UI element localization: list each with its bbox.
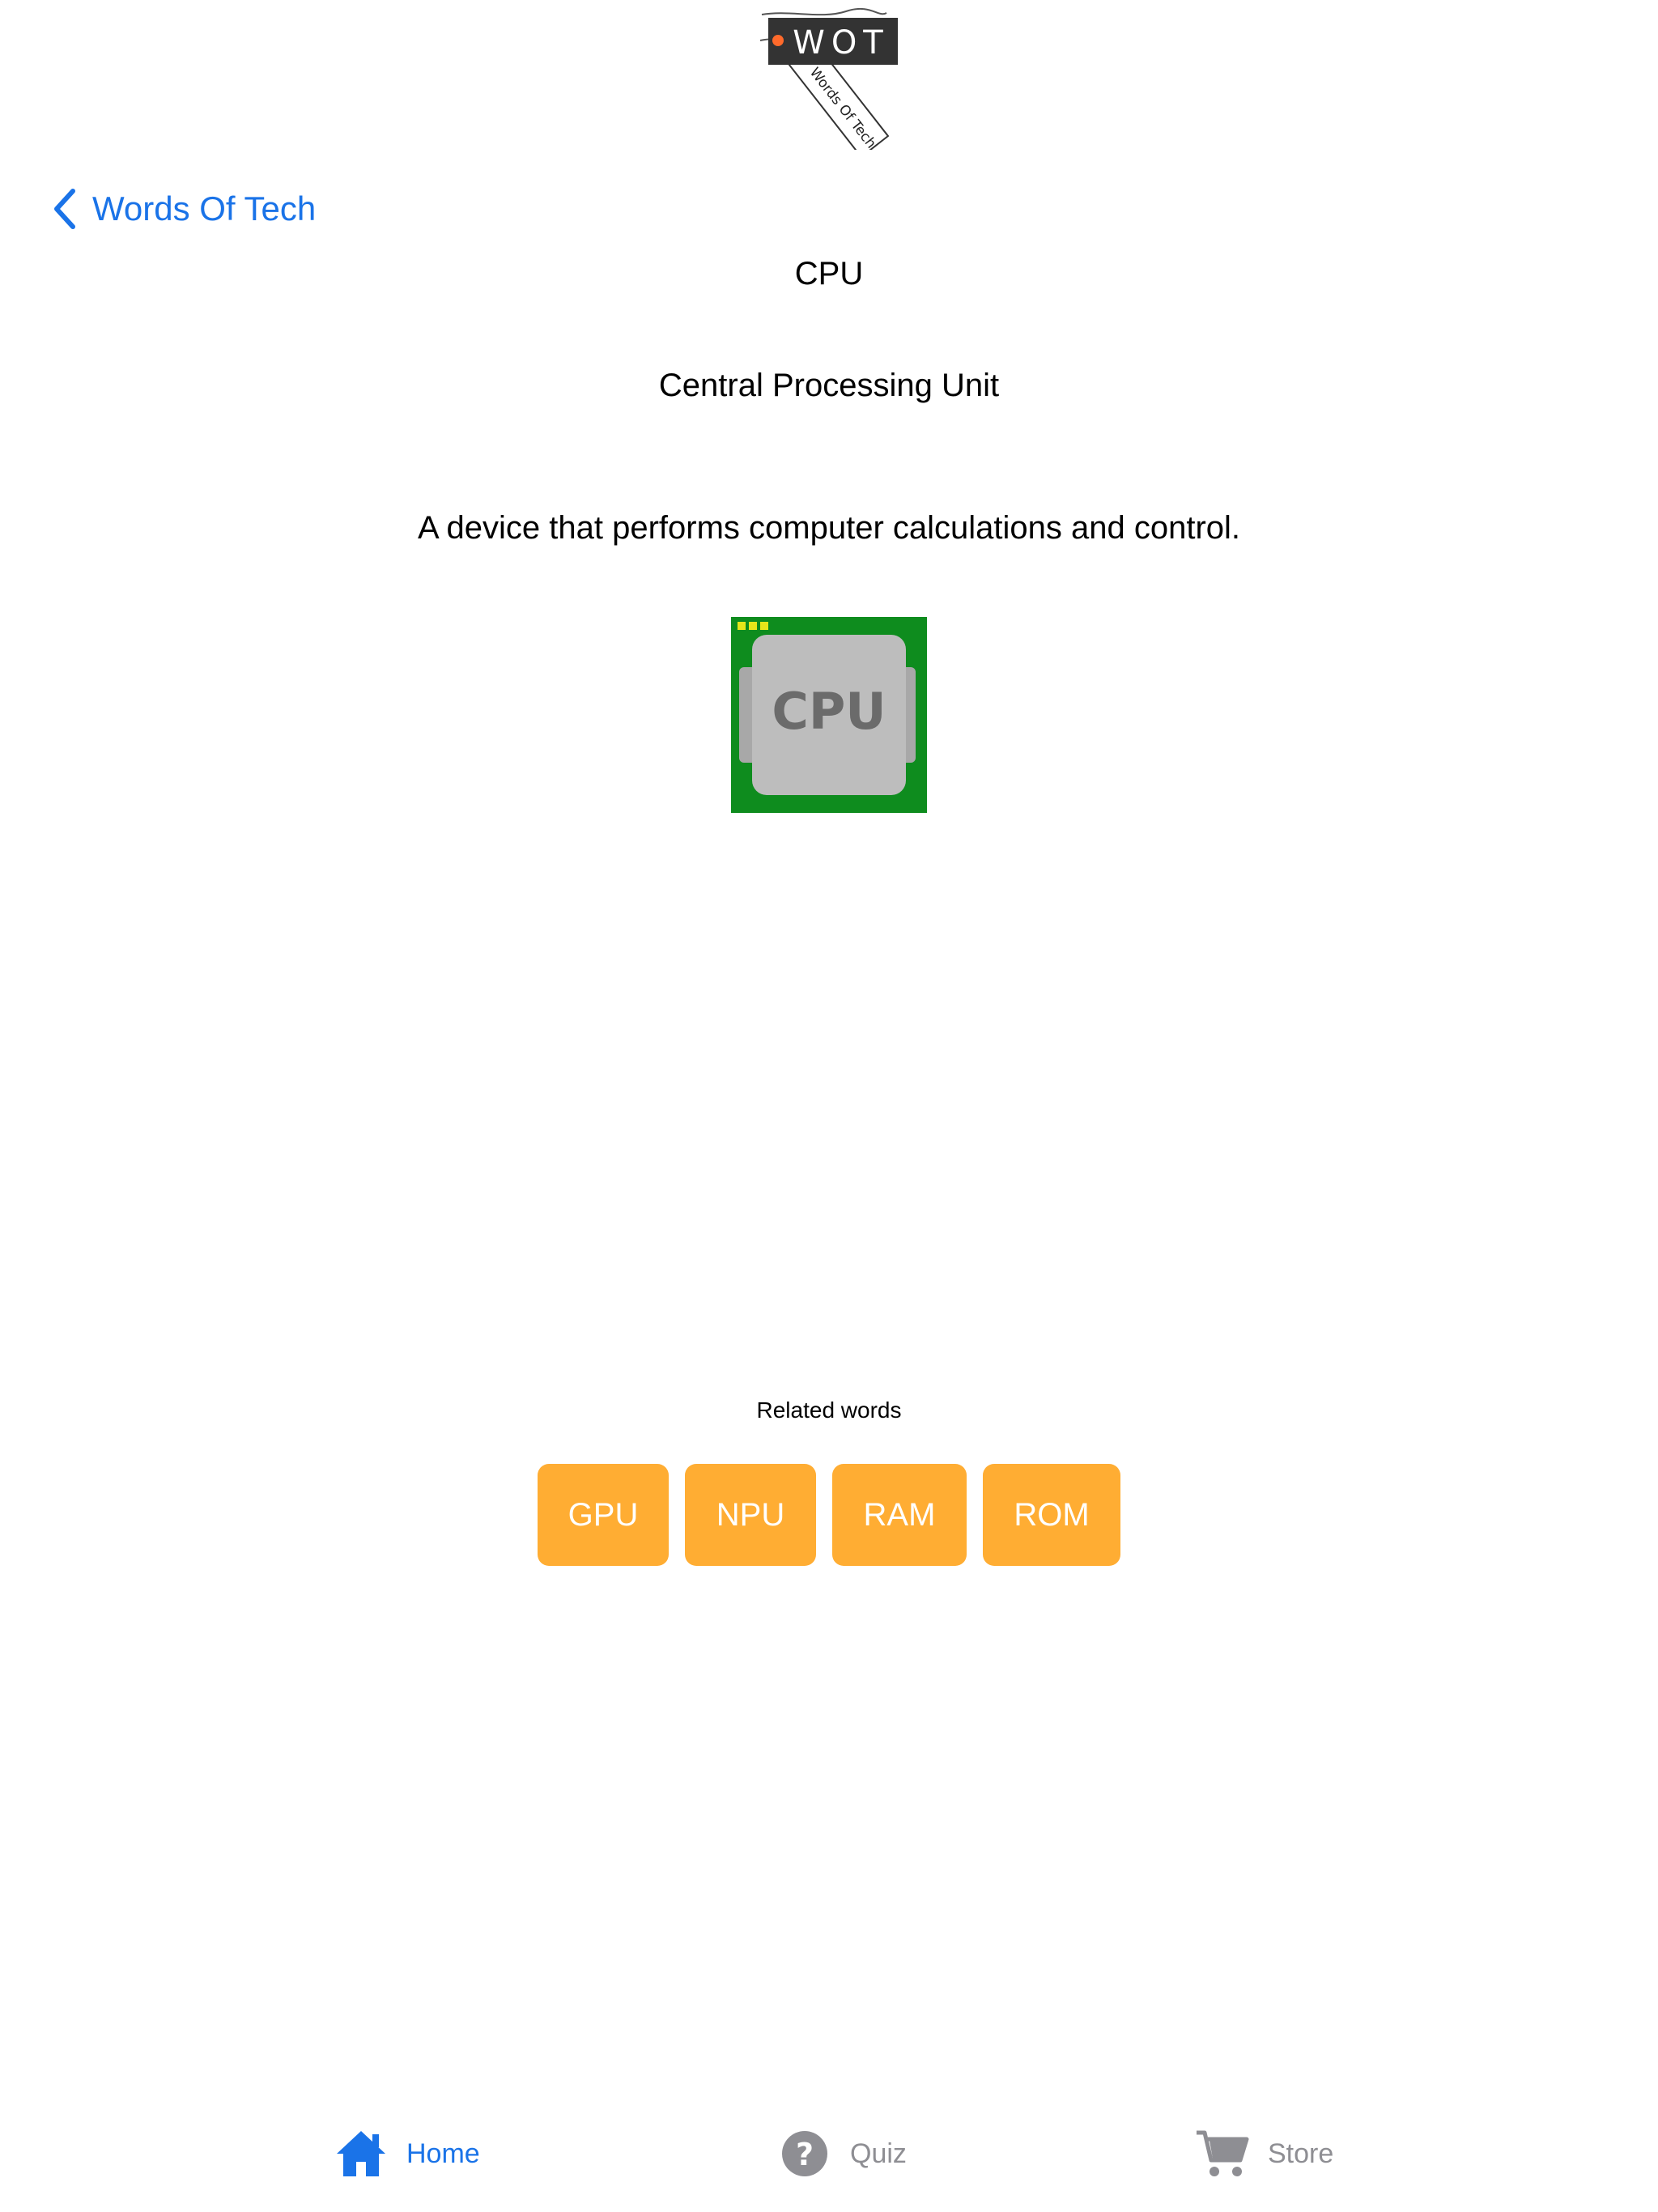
tab-bar xyxy=(0,2099,1658,2212)
term-expansion: Central Processing Unit xyxy=(658,368,1000,403)
term-title: CPU xyxy=(794,256,864,291)
related-words-heading: Related words xyxy=(756,1397,902,1423)
logo-subtitle: Words Of Tech xyxy=(806,64,879,150)
tab-home[interactable] xyxy=(334,2113,480,2194)
tab-home-label: Home xyxy=(406,2138,480,2169)
related-word-gpu-button[interactable]: GPU xyxy=(538,1464,669,1566)
related-word-ram-button[interactable]: RAM xyxy=(832,1464,967,1566)
logo-wordmark: WOT xyxy=(793,24,890,62)
cart-icon xyxy=(1195,2128,1250,2180)
question-icon xyxy=(777,2128,832,2180)
related-words-list xyxy=(0,1464,1658,1566)
related-word-npu-button[interactable]: NPU xyxy=(685,1464,816,1566)
back-button[interactable] xyxy=(50,185,316,233)
cpu-illustration xyxy=(731,617,927,813)
svg-text:?: ? xyxy=(795,2137,814,2172)
back-label: Words Of Tech xyxy=(92,189,317,228)
term-definition: A device that performs computer calculations and control. xyxy=(417,510,1241,546)
wot-logo-graphic xyxy=(757,8,911,150)
chevron-left-icon xyxy=(50,188,78,230)
home-icon xyxy=(334,2128,389,2180)
cpu-chip-icon xyxy=(731,617,927,813)
wot-logo xyxy=(757,8,911,150)
tab-quiz[interactable] xyxy=(777,2113,907,2194)
tab-store-label: Store xyxy=(1268,2138,1334,2169)
tab-quiz-label: Quiz xyxy=(850,2138,907,2169)
chip-label: CPU xyxy=(772,682,886,741)
related-word-rom-button[interactable]: ROM xyxy=(983,1464,1120,1566)
tab-store[interactable] xyxy=(1195,2113,1333,2194)
